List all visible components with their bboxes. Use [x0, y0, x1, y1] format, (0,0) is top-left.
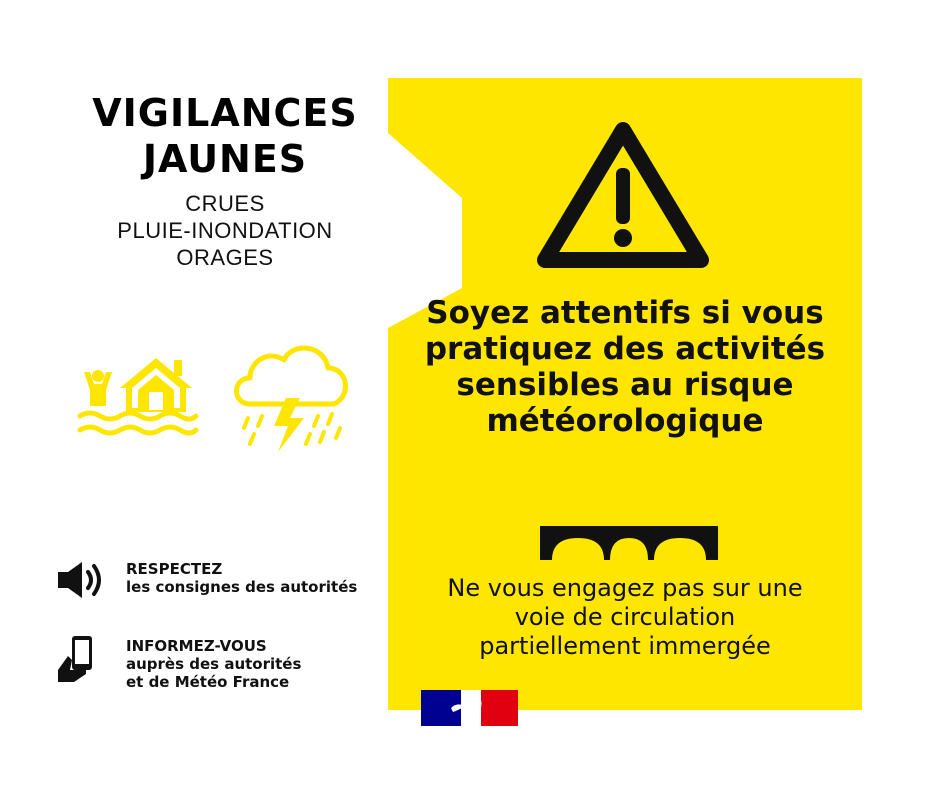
hand-phone-icon [56, 634, 102, 684]
road-message-line-3: partiellement immergée [479, 632, 771, 660]
main-message [410, 295, 840, 439]
hazard-pluie-inondation: PLUIE-INONDATION [117, 218, 333, 243]
advice-informez [126, 637, 301, 691]
speaker-icon [56, 560, 106, 600]
hazard-orages: ORAGES [176, 245, 274, 270]
title-line-2: JAUNES [142, 137, 308, 181]
main-message-line-1: Soyez attentifs si vous [426, 295, 824, 331]
submerged-bridge-icon [540, 526, 718, 560]
main-message-line-3: sensibles au risque [456, 367, 794, 403]
road-message-line-2: voie de circulation [514, 603, 736, 631]
hazard-list [60, 190, 390, 271]
main-message-line-2: pratiquez des activités [424, 331, 826, 367]
hazard-crues: CRUES [185, 191, 265, 216]
marianne-logo [421, 690, 518, 726]
advice-informez-line-2: et de Météo France [126, 673, 290, 691]
main-message-line-4: météorologique [486, 403, 764, 439]
advice-informez-line-1: auprès des autorités [126, 655, 302, 673]
advice-respectez-line-1: les consignes des autorités [126, 578, 358, 596]
road-message [410, 574, 840, 661]
title-line-1: VIGILANCES [92, 91, 358, 135]
road-message-line-1: Ne vous engagez pas sur une [447, 574, 803, 602]
flood-house-person-icon [76, 350, 200, 440]
advice-informez-title: INFORMEZ-VOUS [126, 637, 267, 655]
advice-respectez [126, 560, 357, 596]
storm-cloud-lightning-rain-icon [228, 338, 354, 456]
page-title [60, 90, 390, 182]
warning-triangle-icon [537, 120, 709, 270]
advice-respectez-title: RESPECTEZ [126, 560, 223, 578]
